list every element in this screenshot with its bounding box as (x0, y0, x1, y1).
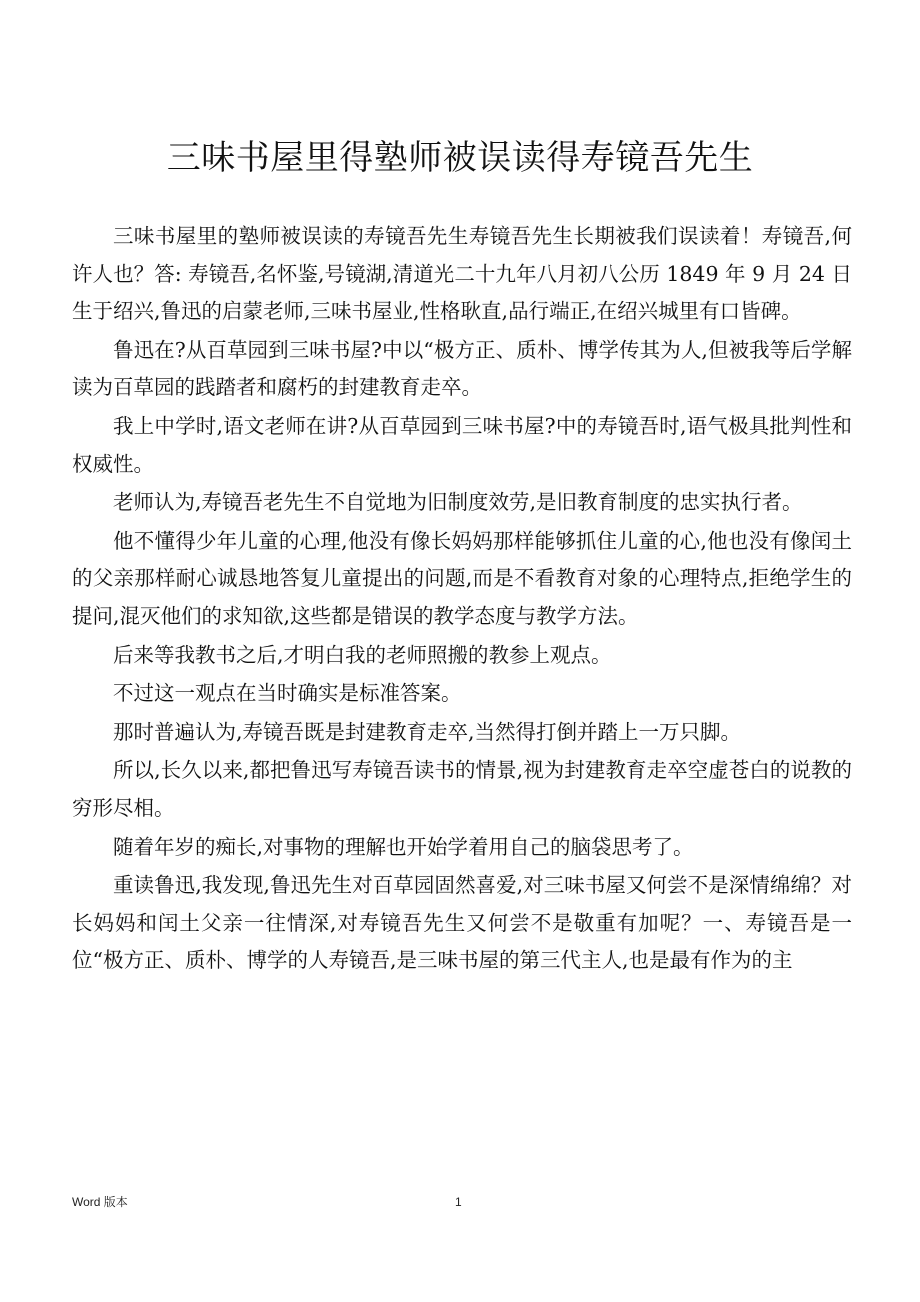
paragraph: 他不懂得少年儿童的心理,他没有像长妈妈那样能够抓住儿童的心,他也没有像闰土的父亲那样耐心诚恳地答复儿童提出的问题,而是不看教育对象的心理特点,拒绝学生的提问,混灭他们的求知欲,这些都是错误的教学态度与教学方法。 (72, 528, 852, 628)
page-title: 三味书屋里得塾师被误读得寿镜吾先生 (166, 138, 754, 178)
paragraph: 随着年岁的痴长,对事物的理解也开始学着用自己的脑袋思考了。 (113, 834, 694, 859)
footer-version-label: Word 版本 (72, 1195, 128, 1209)
paragraph: 所以,长久以来,都把鲁迅写寿镜吾读书的情景,视为封建教育走卒空虚苍白的说教的穷形尽相。 (72, 758, 852, 820)
document-body (72, 218, 852, 981)
footer-page-number: 1 (455, 1195, 462, 1209)
paragraph: 鲁迅在?从百草园到三味书屋?中以“极方正、质朴、博学传其为人,但被我等后学解读为百草园的践踏者和腐朽的封建教育走卒。 (72, 337, 852, 400)
paragraph: 我上中学时,语文老师在讲?从百草园到三味书屋?中的寿镜吾时,语气极具批判性和权威性。 (72, 413, 852, 476)
paragraph: 不过这一观点在当时确实是标准答案。 (113, 681, 462, 706)
paragraph: 三味书屋里的塾师被误读的寿镜吾先生寿镜吾先生长期被我们误读着！寿镜吾,何许人也？答: 寿镜吾,名怀鉴,号镜湖,清道光二十九年八月初八公历 1849 年 9 月 24 日生于绍兴,鲁迅的启蒙老师,三味书屋业,性格耿直,品行端正,在绍兴城里有口皆碑。 (72, 224, 852, 324)
paragraph: 后来等我教书之后,才明白我的老师照搬的教参上观点。 (113, 642, 612, 667)
paragraph: 老师认为,寿镜吾老先生不自觉地为旧制度效劳,是旧教育制度的忠实执行者。 (113, 490, 803, 515)
paragraph: 重读鲁迅,我发现,鲁迅先生对百草园固然喜爱,对三味书屋又何尝不是深情绵绵？对长妈妈和闰土父亲一往情深,对寿镜吾先生又何尝不是敬重有加呢？一、寿镜吾是一位“极方正、质朴、博学的人寿镜吾,是三味书屋的第三代主人,也是最有作为的主 (72, 873, 852, 973)
paragraph: 那时普遍认为,寿镜吾既是封建教育走卒,当然得打倒并踏上一万只脚。 (113, 719, 742, 744)
